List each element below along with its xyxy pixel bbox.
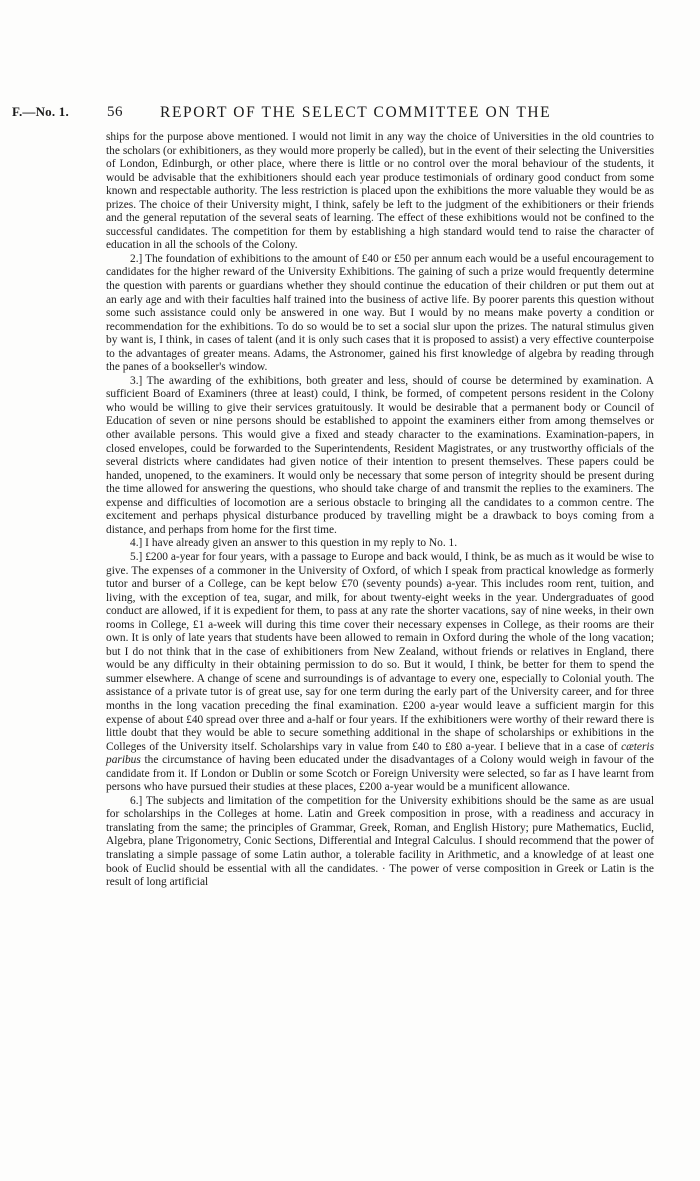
page-header [0, 104, 700, 126]
text-run: ships for the purpose above mentioned. I would not limit in any way the choice of Universities in the old countries to the scholars (or exhibitioners, as they would more properly be called), but in the event of their selecting the Universities of London, Edinburgh, or other place, where there is little or no control over the moral behaviour of the students, it would be advisable that the exhibitioners should each year produce testimonials of ordinary good conduct from some known and respectable authority. The less restriction is placed upon the exhibitions the more valuable they would be as prizes. The choice of their University might, I think, safely be left to the judgment of the exhibitioners or their friends and the general reputation of the several seats of learning. The effect of these exhibitions would not be confined to the successful candidates. The competition for them by establishing a high standard would tend to raise the character of education in all the schools of the Colony. [106, 131, 654, 252]
document-reference: F.—No. 1. [12, 104, 69, 119]
text-run: 2.] The foundation of exhibitions to the amount of £40 or £50 per annum each would be a useful encouragement to candidates for the higher reward of the University Exhibitions. The gaining of such a prize would frequently determine the question with parents or guardians whether they should continue the education of their children or put them out at an early age and with their faculties half trained into the business of active life. By poorer parents this question without some such assistance could only be answered in one way. But I would by no means make poverty a condition or recommendation for the exhibitions. To do so would be to set a social slur upon the prizes. The natural stimulus given by want is, I think, in cases of talent (and it is only such cases that it is proposed to assist) a very effective counterpoise to the advantages of greater means. Adams, the Astronomer, gained his first knowledge of algebra by reading through the panes of a bookseller's window. [106, 252, 654, 374]
italic-run: cæteris paribus [106, 740, 654, 767]
text-run: 4.] I have already given an answer to this question in my reply to No. 1. [130, 537, 458, 550]
text-run: 6.] The subjects and limitation of the competition for the University exhibitions should be the same as are usual for scholarships in the Colleges at home. Latin and Greek composition in prose, with a readiness and accuracy in translating from the same; the principles of Grammar, Greek, Roman, and English History; pure Mathematics, Euclid, Algebra, plane Trigonometry, Conic Sections, Differential and Integral Calculus. I should recommend that the power of translating a simple passage of some Latin author, a tolerable facility in Arithmetic, and a knowledge of at least one book of Euclid should be essential with all the candidates. · The power of verse composition in Greek or Latin is the result of long artificial [106, 794, 654, 889]
text-run: 3.] The awarding of the exhibitions, both greater and less, should of course be determined by examination. A sufficient Board of Examiners (three at least) could, I think, be formed, of competent persons resident in the Colony who would be willing to give their services gratuitously. It would be desirable that a permanent body or Council of Education of seven or nine persons should be established to appoint the examiners either from among themselves or other available persons. This would give a fixed and steady character to the examinations. Examination-papers, in closed envelopes, could be forwarded to the Superintendents, Resident Magistrates, or any trustworthy officials of the several districts where candidates had given notice of their intention to present themselves. These papers could be handed, unopened, to the examiners. It would only be necessary that some person of integrity should be present during the time allowed for answering the questions, who should take charge of and transmit the replies to the examiners. The expense and difficulties of locomotion are a serious obstacle to bringing all the candidates to a common centre. The excitement and perhaps physical disturbance produced by travelling might be a drawback to boys coming from a distance, and perhaps from home for the first time. [106, 374, 654, 536]
text-run: the circumstance of having been educated under the disadvantages of a Colony would weigh in favour of the candidate from it. If London or Dublin or some Scotch or Foreign University were selected, so far as I have learnt from persons who have pursued their studies at these places, £200 a-year would be a munificent allowance. [106, 754, 654, 794]
paragraph [106, 131, 654, 253]
page-number: 56 [107, 104, 123, 120]
paragraph [106, 795, 654, 890]
paragraph [106, 375, 654, 538]
paragraph [106, 551, 654, 795]
paragraph [106, 253, 654, 375]
paragraph [106, 537, 654, 551]
running-head: REPORT OF THE SELECT COMMITTEE ON THE [160, 104, 552, 121]
body-text [106, 131, 654, 890]
text-run: 5.] £200 a-year for four years, with a passage to Europe and back would, I think, be as much as it would be wise to give. The expenses of a commoner in the University of Oxford, of which I speak from practical knowledge as formerly tutor and burser of a College, can be kept below £70 (seventy pounds) a-year. This includes room rent, tuition, and living, with the exception of tea, sugar, and milk, for about twenty-eight weeks in the year. Undergraduates of good conduct are allowed, if it is expedient for them, to pass at any rate the shorter vacations, say of nine weeks, in their own rooms in College, £1 a-week will during this time cover their necessary expenses in College, as their rooms are their own. It is only of late years that students have been allowed to remain in Oxford during the whole of the long vacation; but I do not think that in the case of exhibitioners from New Zealand, without friends or relatives in England, there would be any difficulty in their obtaining permission to do so. But it would, I think, be better for them to spend the summer elsewhere. A change of scene and surroundings is of advantage to every one, especially to Colonial youth. The assistance of a private tutor is of great use, say for one term during the early part of the University career, and for three months in the long vacation preceding the final examination. £200 a-year would leave a sufficient margin for this expense of about £40 spread over three and a-half or four years. If the exhibitioners were worthy of their reward there is little doubt that they would be able to secure something additional in the shape of scholarships or exhibitions in the Colleges of the University itself. Scholarships vary in value from £40 to £80 a-year. I believe that in a case of [106, 550, 654, 753]
